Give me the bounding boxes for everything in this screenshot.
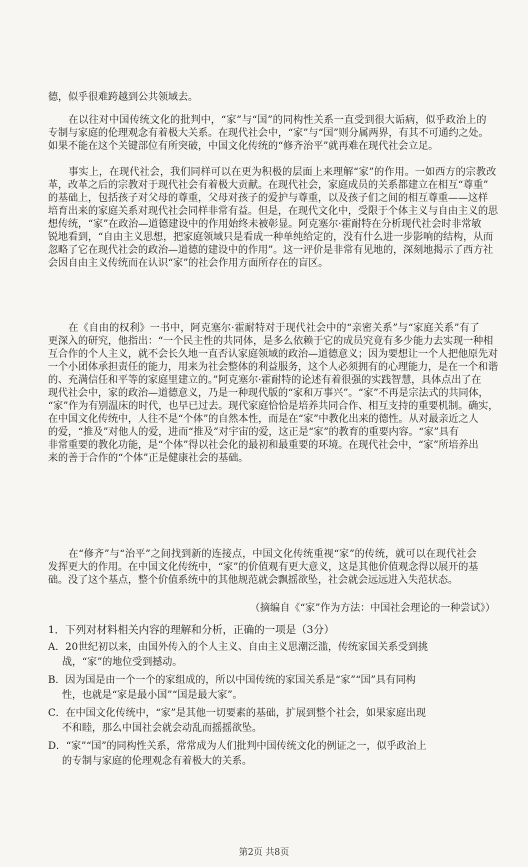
text-line: 在以往对中国传统文化的批判中，“家”与“国”的同构性关系一直受到很大诟病，似乎政治上的: [48, 115, 487, 126]
text-line: 锐地看到，“自由主义思想，把家庭领域只是看成一种单纯给定的，没有什么进一步影响的结构，从而: [48, 232, 494, 243]
text-line: 一个小团体承担责任的能力，用来为社会整体的利益服务，这个人必须拥有的心理能力，是在一个和谐: [48, 362, 498, 373]
option-text: 的专制与家庭的伦理观念有着极大的关系。: [62, 756, 252, 767]
option-text: C．在中国文化传统中，“家”是其他一切要素的基础，扩展到整个社会，如果家庭出现: [48, 708, 426, 719]
paragraph-4: [48, 548, 504, 587]
text-line: 发挥更大的作用。在中国文化传统中，“家”的价值观有更大意义，这是其他价值观念得以展开的基: [48, 562, 479, 573]
paragraph-3: [48, 322, 504, 465]
text-line: 想传统，“家”在政治—道德建设中的作用始终未被彰显。阿克塞尔·霍耐特在分析现代社会时非常敏: [48, 219, 482, 230]
question-stem: 1．下列对材料相关内容的理解和分析，正确的一项是（3分）: [48, 624, 335, 636]
text-line: 如果不能在这个关键部位有所突破，中国文化传统的“修齐治平”就再难在现代社会立足。: [48, 141, 439, 152]
text-line: 更深入的研究，他指出：“一个民主性的共同体，是多么依赖于它的成员究竟有多少能力去实现一种相: [48, 336, 494, 347]
paragraph-intro: [48, 91, 504, 104]
text-line: 互合作的个人主义，就不会长久地一直否认家庭领域的政治—道德意义；因为要想让一个人把他原先对: [48, 349, 498, 360]
paragraph-2: [48, 166, 504, 270]
text-line: 事实上，在现代社会，我们同样可以在更为积极的层面上来理解“家”的作用。一如西方的宗教改: [48, 167, 497, 178]
text-line: 忽略了它在现代社会的政治—道德的建设中的作用”。这一评价是非常有见地的，深刻地揭示了西方社: [48, 245, 494, 256]
text-line: 革，改革之后的宗教对于现代社会有着极大贡献。在现代社会，家庭成员的关系都建立在相互“尊重”: [48, 180, 489, 191]
text-line: 的、充满信任和平等的家庭里建立的。”阿克塞尔·霍耐特的论述有着很强的实践智慧，具体点出了在: [48, 375, 482, 386]
option-text: B．因为国是由一个一个的家组成的，所以中国传统的家国关系是“家”“国”具有同构: [48, 675, 416, 686]
text-line: 的爱，“推及”对他人的爱，进而“推及”对宇宙的爱，这正是“家”的教育的重要内容。“家”具有: [48, 427, 459, 438]
option-text: D．“家”“国”的同构性关系，常常成为人们批判中国传统文化的例证之一，似乎政治上: [48, 741, 427, 752]
page-number: 第2页 共8页: [238, 848, 290, 858]
text-line: “家”作为有别温床的时代，也早已过去。现代家庭恰恰是培养共同合作、相互支持的重要机制。确实，: [48, 401, 499, 412]
text-line: 础。没了这个基点，整个价值系统中的其他规范就会飘摇欲坠，社会就会远远进入失范状态。: [48, 575, 458, 586]
option-a[interactable]: [48, 640, 504, 670]
paragraph-1: [48, 114, 504, 153]
option-c[interactable]: [48, 706, 504, 736]
text-line: 专制与家庭的伦理观念有着极大关系。在现代社会中，“家”与“国”则分属两界，有其不可通约之处。: [48, 128, 489, 139]
option-d[interactable]: [48, 739, 504, 769]
option-text: 不和睦，那么中国社会就会动乱而摇摇欲坠。: [62, 723, 262, 734]
option-text: 战，“家”的地位受到撼动。: [62, 657, 183, 668]
text-line: 德，似乎很难跨越到公共领域去。: [48, 92, 198, 103]
text-line: 现代社会中，家的政治—道德意义，乃是一种现代版的“家和万事兴”。“家”不再是宗法式的共同体，: [48, 388, 489, 399]
text-line: 在《自由的权利》一书中，阿克塞尔·霍耐特对于现代社会中的“亲密关系”与“家庭关系”有了: [48, 323, 480, 334]
option-text: A．20世纪初以来，由国外传入的个人主义、自由主义思潮泛滥，传统家国关系受到挑: [48, 642, 428, 653]
text-line: 的基础上，包括孩子对父母的尊重，父母对孩子的爱护与尊重，以及孩子们之间的相互尊重——这样: [48, 193, 488, 204]
text-line: 培育出来的家庭关系对现代社会同样非常有益。但是，在现代文化中，受限于个体主义与自由主义的思: [48, 206, 498, 217]
text-line: 来的善于合作的“个体”正是健康社会的基础。: [48, 453, 249, 464]
text-line: 会因自由主义传统而在认识“家”的社会作用方面所存在的盲区。: [48, 258, 329, 269]
source-citation: [250, 602, 510, 615]
question-1: [48, 623, 504, 769]
text-line: 在中国文化传统中，人往不是“个体”的自然本性，而是在“家”中教化出来的德性。从对最亲近之人: [48, 414, 479, 425]
text-line: 非常重要的教化功能，是“个体”得以社会化的最初和最重要的环境。在现代社会中，“家”所培养出: [48, 440, 479, 451]
option-b[interactable]: [48, 673, 504, 703]
citation-text: （摘编自《“家”作为方法：中国社会理论的一种尝试》）: [250, 603, 496, 614]
option-text: 性，也就是“家是最小国”“国是最大家”。: [62, 690, 243, 701]
text-line: 在“修齐”与“治平”之间找到新的连接点，中国文化传统重视“家”的传统，就可以在现代社会: [48, 549, 477, 560]
